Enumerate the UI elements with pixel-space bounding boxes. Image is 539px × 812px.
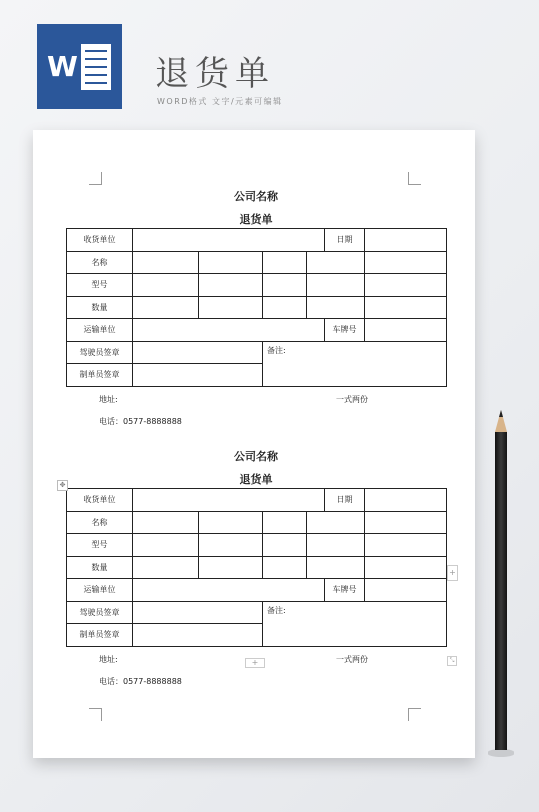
- form-title[interactable]: 退货单: [239, 213, 273, 226]
- page-corner-mark: [89, 708, 102, 721]
- table-cell[interactable]: [307, 511, 365, 534]
- table-row: [67, 556, 447, 579]
- table-cell[interactable]: [365, 556, 447, 579]
- address-label[interactable]: 地址:: [99, 654, 118, 664]
- receiver-label: 收货单位: [67, 229, 133, 252]
- table-row: [67, 341, 447, 364]
- driver-signature-label: 驾驶员签章: [67, 341, 133, 364]
- table-cell[interactable]: [199, 296, 263, 319]
- return-form: [66, 188, 446, 427]
- table-cell[interactable]: [263, 534, 307, 557]
- note-field[interactable]: [263, 601, 447, 646]
- table-cell[interactable]: [199, 251, 263, 274]
- date-field[interactable]: [365, 489, 447, 512]
- table-cell[interactable]: [365, 296, 447, 319]
- copies-note[interactable]: 一式两份: [336, 394, 368, 404]
- table-row: [67, 489, 447, 512]
- table-cell[interactable]: [307, 556, 365, 579]
- table-cell[interactable]: [263, 296, 307, 319]
- address-label[interactable]: 地址:: [99, 394, 118, 404]
- header-subtitle: WORD格式 文字/元素可编辑: [157, 97, 283, 106]
- receiver-field[interactable]: [133, 489, 325, 512]
- date-label: 日期: [325, 229, 365, 252]
- note-label: 备注:: [267, 605, 286, 615]
- quantity-label: 数量: [67, 556, 133, 579]
- date-field[interactable]: [365, 229, 447, 252]
- return-form-table[interactable]: [66, 228, 447, 387]
- note-field[interactable]: [263, 341, 447, 386]
- maker-signature-label: 制单员签章: [67, 624, 133, 647]
- document-lines-icon: [81, 44, 111, 90]
- word-logo: [37, 24, 122, 109]
- table-cell[interactable]: [307, 296, 365, 319]
- driver-signature-field[interactable]: [133, 341, 263, 364]
- form-footer: [66, 392, 446, 410]
- company-name[interactable]: 公司名称: [234, 450, 278, 463]
- table-row: [67, 296, 447, 319]
- maker-signature-field[interactable]: [133, 364, 263, 387]
- table-cell[interactable]: [263, 511, 307, 534]
- word-logo-letter: W: [47, 50, 78, 83]
- table-cell[interactable]: [133, 534, 199, 557]
- table-cell[interactable]: [133, 274, 199, 297]
- table-cell[interactable]: [199, 511, 263, 534]
- table-cell[interactable]: [365, 534, 447, 557]
- plate-label: 车牌号: [325, 579, 365, 602]
- table-cell[interactable]: [263, 556, 307, 579]
- table-cell[interactable]: [263, 251, 307, 274]
- return-form: [66, 448, 446, 687]
- return-form-table[interactable]: [66, 488, 447, 647]
- table-row: [67, 579, 447, 602]
- carrier-field[interactable]: [133, 579, 325, 602]
- receiver-field[interactable]: [133, 229, 325, 252]
- plate-label: 车牌号: [325, 319, 365, 342]
- maker-signature-label: 制单员签章: [67, 364, 133, 387]
- plate-field[interactable]: [365, 319, 447, 342]
- carrier-label: 运输单位: [67, 319, 133, 342]
- page-corner-mark: [89, 172, 102, 185]
- table-row: [67, 601, 447, 624]
- table-cell[interactable]: [133, 296, 199, 319]
- driver-signature-label: 驾驶员签章: [67, 601, 133, 624]
- name-label: 名称: [67, 251, 133, 274]
- page-corner-mark: [408, 708, 421, 721]
- table-resize-handle-icon[interactable]: ⤡: [447, 656, 457, 666]
- table-cell[interactable]: [199, 556, 263, 579]
- table-cell[interactable]: [133, 251, 199, 274]
- copies-note[interactable]: 一式两份: [336, 654, 368, 664]
- table-row: [67, 511, 447, 534]
- table-cell[interactable]: [307, 534, 365, 557]
- table-cell[interactable]: [133, 556, 199, 579]
- add-row-plus-icon[interactable]: +: [245, 658, 265, 668]
- driver-signature-field[interactable]: [133, 601, 263, 624]
- table-cell[interactable]: [365, 251, 447, 274]
- table-row: [67, 534, 447, 557]
- model-label: 型号: [67, 534, 133, 557]
- company-name[interactable]: 公司名称: [234, 190, 278, 203]
- table-row: [67, 274, 447, 297]
- plate-field[interactable]: [365, 579, 447, 602]
- page-corner-mark: [408, 172, 421, 185]
- phone-text[interactable]: 电话：0577-8888888: [99, 416, 182, 426]
- carrier-field[interactable]: [133, 319, 325, 342]
- table-move-handle-icon[interactable]: ✥: [57, 480, 68, 491]
- table-cell[interactable]: [365, 511, 447, 534]
- table-cell[interactable]: [199, 534, 263, 557]
- name-label: 名称: [67, 511, 133, 534]
- pencil-icon: [488, 408, 514, 758]
- document-page[interactable]: [33, 130, 475, 758]
- quantity-label: 数量: [67, 296, 133, 319]
- table-cell[interactable]: [133, 511, 199, 534]
- date-label: 日期: [325, 489, 365, 512]
- table-row: [67, 251, 447, 274]
- phone-text[interactable]: 电话：0577-8888888: [99, 676, 182, 686]
- table-cell[interactable]: [365, 274, 447, 297]
- header-title: 退货单: [155, 54, 275, 94]
- table-cell[interactable]: [307, 251, 365, 274]
- maker-signature-field[interactable]: [133, 624, 263, 647]
- note-label: 备注:: [267, 345, 286, 355]
- table-row: [67, 319, 447, 342]
- table-row: [67, 229, 447, 252]
- carrier-label: 运输单位: [67, 579, 133, 602]
- table-cell[interactable]: [263, 274, 307, 297]
- receiver-label: 收货单位: [67, 489, 133, 512]
- model-label: 型号: [67, 274, 133, 297]
- table-cell[interactable]: [307, 274, 365, 297]
- form-title[interactable]: 退货单: [239, 473, 273, 486]
- add-column-plus-icon[interactable]: +: [447, 565, 458, 581]
- table-cell[interactable]: [199, 274, 263, 297]
